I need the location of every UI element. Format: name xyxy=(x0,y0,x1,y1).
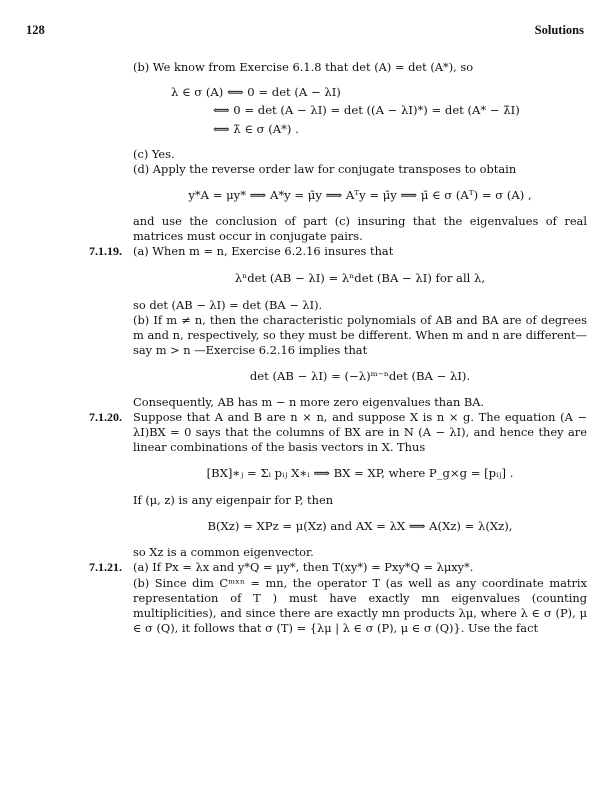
equation: y*A = μy* ⟹ A*y = μ̄y ⟹ Aᵀy = μ̄y ⟹ μ̄ ∈ σ (Aᵀ) = σ (A) , xyxy=(188,188,532,203)
equation: [BX]∗ⱼ = Σᵢ pᵢⱼ X∗ᵢ ⟹ BX = XP, where P_g×g = [pᵢⱼ] . xyxy=(206,466,514,481)
text-line: (a) If Px = λx and y*Q = μy*, then T(xy*) = Pxy*Q = λμxy*. xyxy=(133,559,474,574)
text-paragraph: and use the conclusion of part (c) insuring that the eigenvalues of real matrices must occur in conjugate pairs. xyxy=(133,214,587,244)
text-line: (d) Apply the reverse order law for conjugate transposes to obtain xyxy=(133,161,517,176)
text-line: If (μ, z) is any eigenpair for P, then xyxy=(133,492,334,507)
equation: λⁿdet (AB − λI) = λⁿdet (BA − λI) for all λ, xyxy=(234,271,486,286)
text-paragraph: (b) If m ≠ n, then the characteristic polynomials of AB and BA are of degrees m and n, respectively, so they must be different. When m and n are different—say m > n —Exercise 6.2.16 implies that xyxy=(133,312,587,357)
equation: det (AB − λI) = (−λ)ᵐ⁻ⁿdet (BA − λI). xyxy=(249,368,471,383)
text-line: (c) Yes. xyxy=(133,146,175,161)
text-paragraph: Suppose that A and B are n × n, and suppose X is n × g. The equation (A − λI)BX = 0 says that the columns of BX are in N (A − λI), and hence they are linear combinations of the basis vectors in X. Thus xyxy=(133,410,587,455)
exercise-7-1-20 xyxy=(26,410,587,455)
text-line: (b) We know from Exercise 6.1.8 that det (A) = det (A*), so xyxy=(133,60,474,74)
exercise-7-1-19 xyxy=(26,244,587,260)
exercise-number: 7.1.21. xyxy=(89,559,122,574)
equation: ⟺ 0 = det (A − λI) = det ((A − λI)*) = det (A* − λ̄I) xyxy=(213,103,520,118)
equation-block xyxy=(26,85,587,137)
exercise-7-1-21 xyxy=(26,560,587,576)
text-line: so Xz is a common eigenvector. xyxy=(133,544,314,559)
equation: B(Xz) = XPz = μ(Xz) and AX = λX ⟹ A(Xz) = λ(Xz), xyxy=(207,518,513,533)
text-paragraph: (b) Since dim Cᵐˣⁿ = mn, the operator T (as well as any coordinate matrix representation of T ) must have exactly mn eigenvalues (counting multiplicities), and since there are exactly mn products λμ, where λ ∈ σ (P), μ ∈ σ (Q), it follows that σ (T) = {λμ | λ ∈ σ (P), μ ∈ σ (Q)}. Use the fact xyxy=(133,575,587,635)
running-title: Solutions xyxy=(534,23,584,37)
text-line: Consequently, AB has m − n more zero eigenvalues than BA. xyxy=(133,395,485,410)
page-header xyxy=(26,22,584,39)
page-number: 128 xyxy=(26,23,45,37)
text-line: (a) When m = n, Exercise 6.2.16 insures that xyxy=(133,244,394,259)
text-line: so det (AB − λI) = det (BA − λI). xyxy=(133,297,323,312)
exercise-number: 7.1.20. xyxy=(89,410,122,425)
page-body xyxy=(26,60,587,636)
exercise-number: 7.1.19. xyxy=(89,244,122,259)
equation: λ ∈ σ (A) ⟺ 0 = det (A − λI) xyxy=(171,85,341,100)
equation: ⟺ λ̄ ∈ σ (A*) . xyxy=(213,121,299,136)
